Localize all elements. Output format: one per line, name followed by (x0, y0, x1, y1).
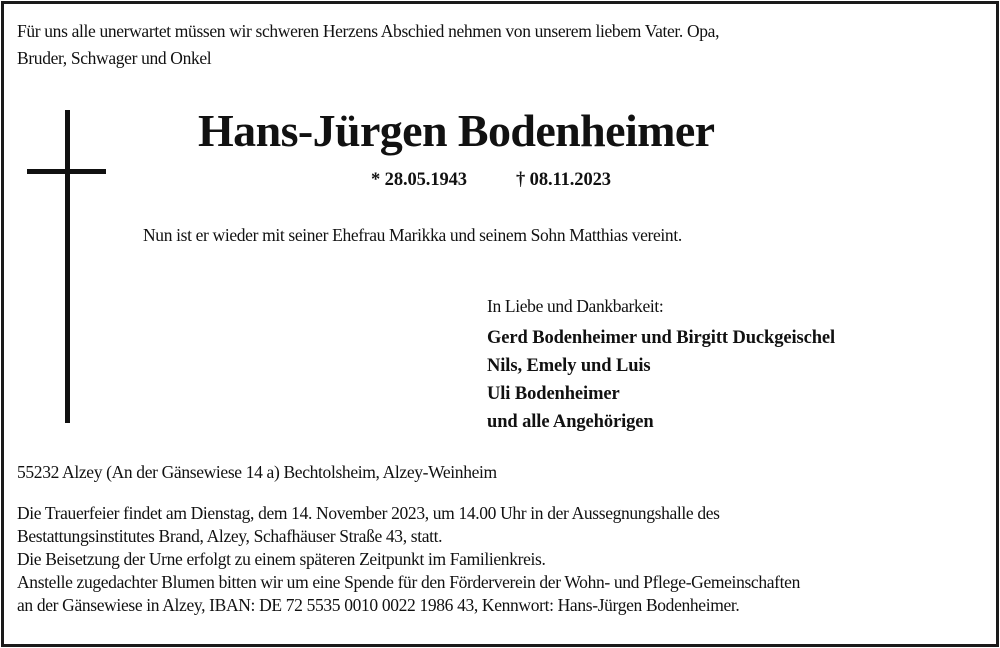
detail-line: an der Gänsewiese in Alzey, IBAN: DE 72 5535 0010 0022 1986 43, Kennwort: Hans-Jürgen Bodenheimer. (17, 595, 740, 615)
intro-line: Bruder, Schwager und Onkel (17, 48, 212, 68)
mourner: Gerd Bodenheimer und Birgitt Duckgeischel (487, 328, 836, 348)
mourners-intro: In Liebe und Dankbarkeit: (487, 296, 664, 316)
mourner: Uli Bodenheimer (487, 384, 620, 404)
detail-line: Anstelle zugedachter Blumen bitten wir um eine Spende für den Förderverein der Wohn- und Pflege-Gemeinschaften (17, 572, 800, 592)
detail-line: Bestattungsinstitutes Brand, Alzey, Schafhäuser Straße 43, statt. (17, 526, 443, 546)
death-date: † 08.11.2023 (516, 170, 611, 190)
birth-date: * 28.05.1943 (371, 170, 467, 190)
reunion-text: Nun ist er wieder mit seiner Ehefrau Marikka und seinem Sohn Matthias vereint. (143, 225, 682, 245)
cross-icon (65, 110, 70, 423)
cross-icon-bar (27, 169, 106, 174)
mourner: und alle Angehörigen (487, 412, 654, 432)
deceased-name: Hans-Jürgen Bodenheimer (198, 105, 715, 156)
address: 55232 Alzey (An der Gänsewiese 14 a) Bechtolsheim, Alzey-Weinheim (17, 462, 497, 482)
intro-line: Für uns alle unerwartet müssen wir schweren Herzens Abschied nehmen von unserem liebem Vater. Opa, (17, 21, 720, 41)
detail-line: Die Beisetzung der Urne erfolgt zu einem späteren Zeitpunkt im Familienkreis. (17, 549, 546, 569)
mourner: Nils, Emely und Luis (487, 356, 651, 376)
detail-line: Die Trauerfeier findet am Dienstag, dem 14. November 2023, um 14.00 Uhr in der Aussegnungshalle des (17, 503, 720, 523)
